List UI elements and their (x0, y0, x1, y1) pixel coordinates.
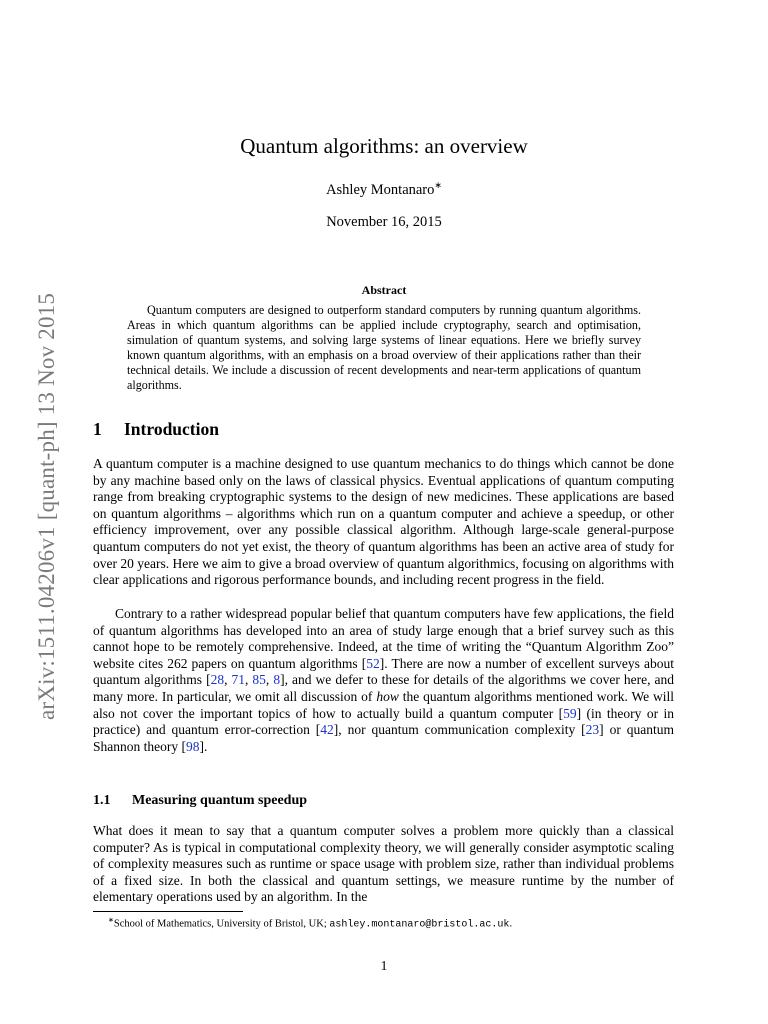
footnote-mark: ∗ (108, 916, 114, 924)
citation-link[interactable]: 71 (231, 672, 245, 688)
text-run: ], and we defer to these for details of the algorithms we cover here, and many more. In particular, we omit all discussion of (93, 672, 675, 704)
text-run: , (265, 672, 274, 688)
section-heading-introduction (93, 419, 219, 440)
footnote-divider (93, 911, 243, 912)
subsection-number: 1.1 (93, 793, 111, 808)
paper-title: Quantum algorithms: an overview (240, 134, 528, 158)
citation-link[interactable]: 52 (366, 655, 380, 671)
arxiv-stamp-text: arXiv:1511.04206v1 [quant-ph] 13 Nov 2015 (34, 292, 59, 720)
section-title: Introduction (124, 419, 219, 439)
paper-date: November 16, 2015 (326, 214, 442, 230)
author-footnote-mark[interactable]: ∗ (434, 180, 442, 190)
citation-link[interactable]: 8 (273, 672, 281, 688)
text-run: ] or quantum Shannon theory [ (93, 722, 674, 754)
citation-link[interactable]: 98 (185, 738, 200, 754)
intro-paragraph-2 (93, 606, 674, 755)
text-run: , (245, 672, 253, 688)
text-run: Contrary to a rather widespread popular belief that quantum computers have few applications, the field of quantum algorithms has developed into an area of study large enough that a brief survey such as this cannot hope to be remotely comprehensive. Indeed, at the time of writing the “Quantum Algorithm Zoo” website cites 262 papers on quantum algorithms [ (93, 606, 674, 671)
citation-link[interactable]: 28 (210, 672, 225, 688)
author-email[interactable]: ashley.montanaro@bristol.ac.uk (329, 919, 510, 931)
section-number: 1 (93, 419, 102, 439)
page-number: 1 (380, 958, 388, 973)
author-name: Ashley Montanaro (326, 181, 435, 198)
text-run: ], nor quantum communication complexity [ (333, 722, 586, 738)
text-run: ]. There are now a number of excellent surveys about quantum algorithms [ (93, 655, 675, 688)
abstract-heading: Abstract (361, 283, 407, 297)
emphasis-text: how (376, 688, 399, 704)
text-run: the quantum algorithms mentioned work. We will also not cover the important topics of how to actually build a quantum computer [ (93, 688, 674, 721)
citation-link[interactable]: 23 (585, 722, 600, 738)
footnote-text: School of Mathematics, University of Bristol, UK; (113, 918, 330, 930)
abstract-text: Quantum computers are designed to outperform standard computers by running quantum algorithms. Areas in which quantum algorithms can be applied include cryptography, search and optimisation, simulation of quantum systems, and solving large systems of linear equations. Here we briefly survey known quantum algorithms, with an emphasis on a broad overview of their applications rather than their technical details. We include a discussion of recent developments and near-term applications of quantum algorithms. (127, 303, 641, 392)
arxiv-identifier-stamp (34, 292, 74, 720)
text-run: ] (in theory or in practice) and quantum error-correction [ (93, 705, 674, 738)
footnote-end: . (509, 918, 513, 930)
author-line (0, 180, 768, 199)
subsection-heading-measuring-speedup (93, 793, 307, 809)
text-run: ]. (199, 738, 208, 754)
intro-paragraph-1: A quantum computer is a machine designed to use quantum mechanics to do things which cannot be done by any machine based only on the laws of classical physics. Eventual applications of quantum computing range from breaking cryptographic systems to the design of new medicines. These applications are based on quantum algorithms – algorithms which run on a quantum computer and achieve a speedup, or other efficiency improvement, over any possible classical algorithm. Although large-scale general-purpose quantum computers do not yet exist, the theory of quantum algorithms has been an active area of study for over 20 years. Here we aim to give a broad overview of quantum algorithmics, focusing on algorithms with clear applications and rigorous performance bounds, and including recent progress in the field. (93, 456, 674, 588)
citation-link[interactable]: 85 (252, 672, 266, 688)
subsection-title: Measuring quantum speedup (132, 793, 308, 808)
subsection-paragraph: What does it mean to say that a quantum computer solves a problem more quickly than a classical computer? As is typical in computational complexity theory, we will generally consider asymptotic scaling of complexity measures such as runtime or space usage with problem size, rather than individual problems of a fixed size. In both the classical and quantum settings, we measure runtime by the number of elementary operations used by an algorithm. In the (93, 823, 674, 905)
footnote (108, 916, 512, 931)
citation-link[interactable]: 42 (320, 722, 334, 738)
citation-link[interactable]: 59 (563, 705, 577, 721)
text-run: , (224, 672, 232, 688)
